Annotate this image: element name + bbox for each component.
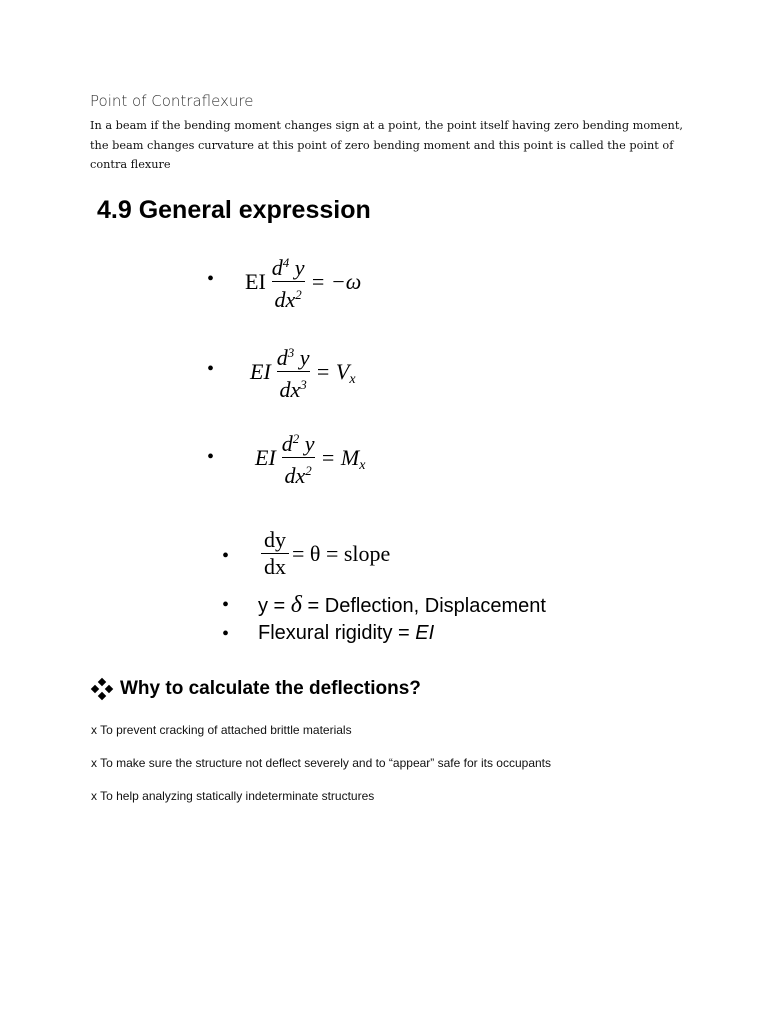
eq5-rhs: = Deflection, Displacement <box>301 595 546 617</box>
equation-6 <box>258 622 434 645</box>
eq1-num-var: y <box>294 255 305 280</box>
why-heading <box>92 678 421 700</box>
eq2-num-exp: 3 <box>287 345 295 360</box>
eq3-rhs-sub: x <box>359 457 366 473</box>
section-title: Point of Contraflexure <box>90 92 254 110</box>
eq4-num: dy <box>264 527 286 552</box>
eq1-lhs: EI <box>245 268 266 294</box>
ei-symbol: EI <box>415 622 435 644</box>
eq3-den-exp: 2 <box>305 463 312 478</box>
reason-item: x To help analyzing statically indeterminate structures <box>91 789 375 803</box>
eq5-lhs: y = <box>258 595 291 617</box>
eq3-num-exp: 2 <box>292 431 300 446</box>
equation-5 <box>258 592 546 619</box>
eq2-lhs: EI <box>250 358 271 384</box>
definition-paragraph: In a beam if the bending moment changes sign at a point, the point itself having zero bending moment, the beam changes curvature at this point of zero bending moment and this point is called the point of contra flexure <box>90 119 683 171</box>
eq3-num-base: d <box>281 431 293 456</box>
equation-2 <box>250 340 356 403</box>
eq1-den-exp: 2 <box>295 287 302 302</box>
eq6-lhs: Flexural rigidity = <box>258 622 416 644</box>
eq1-den-base: dx <box>274 287 296 312</box>
eq2-fraction <box>274 340 313 403</box>
delta-symbol: δ <box>290 592 302 618</box>
eq2-num-var: y <box>299 345 310 370</box>
bullet: • <box>222 545 230 567</box>
bullet: • <box>222 594 230 616</box>
bullet: • <box>207 268 215 290</box>
eq2-num-base: d <box>276 345 288 370</box>
eq4-fraction <box>261 527 289 580</box>
eq1-rhs: = −ω <box>310 268 362 294</box>
eq2-den-base: dx <box>279 377 301 402</box>
equation-4 <box>258 527 390 580</box>
reason-item: x To prevent cracking of attached brittle materials <box>91 723 352 737</box>
eq2-den-exp: 3 <box>300 377 307 392</box>
eq3-den-base: dx <box>284 463 306 488</box>
eq1-num-base: d <box>271 255 283 280</box>
eq2-rhs-sub: x <box>349 371 356 387</box>
eq3-fraction <box>279 426 318 489</box>
eq4-den: dx <box>261 553 289 580</box>
eq2-rhs: = V <box>315 358 350 384</box>
general-expression-heading: 4.9 General expression <box>97 196 371 224</box>
eq3-lhs: EI <box>255 444 276 470</box>
eq3-rhs: = M <box>320 444 360 470</box>
eq1-fraction <box>269 250 308 313</box>
equation-3 <box>255 426 365 489</box>
diamond-bullet-icon <box>92 679 112 699</box>
reason-item: x To make sure the structure not deflect severely and to “appear” safe for its occupants <box>91 756 552 770</box>
why-heading-text: Why to calculate the deflections? <box>120 678 421 699</box>
bullet: • <box>207 358 215 380</box>
eq4-rhs: = θ = slope <box>292 540 391 566</box>
bullet: • <box>222 623 230 645</box>
equation-1 <box>245 250 361 313</box>
eq3-num-var: y <box>304 431 315 456</box>
bullet: • <box>207 446 215 468</box>
eq1-num-exp: 4 <box>282 255 290 270</box>
